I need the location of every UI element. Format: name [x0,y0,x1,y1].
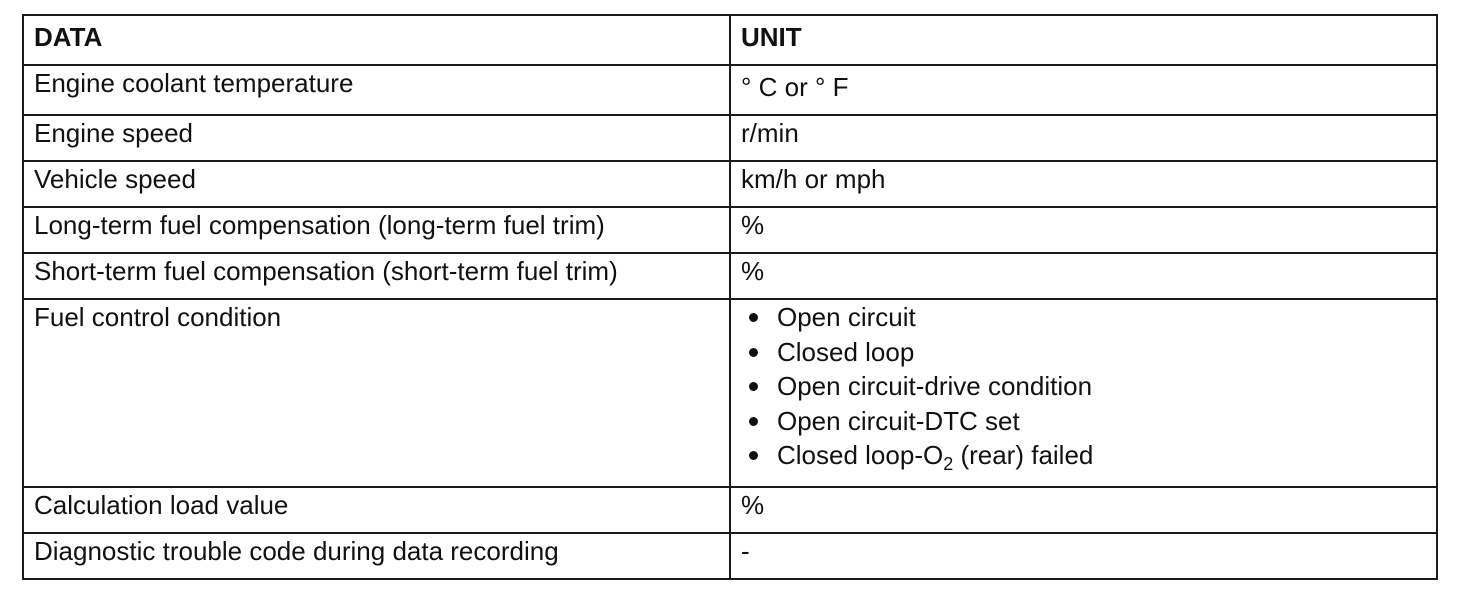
data-cell: Engine speed [23,115,730,161]
unit-cell [730,299,1437,487]
data-unit-table [22,14,1438,580]
unit-cell: % [730,253,1437,299]
list-item: Open circuit-drive condition [741,369,1426,404]
header-data: DATA [23,15,730,65]
list-item: Open circuit [741,300,1426,335]
table-row [23,533,1437,579]
unit-cell: r/min [730,115,1437,161]
bullet-icon [749,382,758,391]
list-item: Closed loop-$O_2$ (rear) failed [741,438,1426,473]
data-cell: Fuel control condition [23,299,730,487]
table-row [23,487,1437,533]
fuel-condition-list [741,300,1426,473]
table-header-row [23,15,1437,65]
unit-cell: % [730,207,1437,253]
data-cell: Diagnostic trouble code during data recording [23,533,730,579]
bullet-icon [749,417,758,426]
list-item: Open circuit-DTC set [741,404,1426,439]
data-cell: Short-term fuel compensation (short-term fuel trim) [23,253,730,299]
table-row [23,299,1437,487]
list-item: Closed loop [741,335,1426,370]
data-cell: Vehicle speed [23,161,730,207]
bullet-icon [749,451,758,460]
unit-cell: % [730,487,1437,533]
data-cell: Calculation load value [23,487,730,533]
unit-cell: km/h or mph [730,161,1437,207]
header-unit: UNIT [730,15,1437,65]
unit-cell: ° C or ° F [730,65,1437,115]
unit-cell: - [730,533,1437,579]
data-cell: Long-term fuel compensation (long-term fuel trim) [23,207,730,253]
table-row [23,207,1437,253]
table-row [23,253,1437,299]
table-row [23,115,1437,161]
bullet-icon [749,313,758,322]
table-row [23,65,1437,115]
table-row [23,161,1437,207]
bullet-icon [749,348,758,357]
data-cell: Engine coolant temperature [23,65,730,115]
